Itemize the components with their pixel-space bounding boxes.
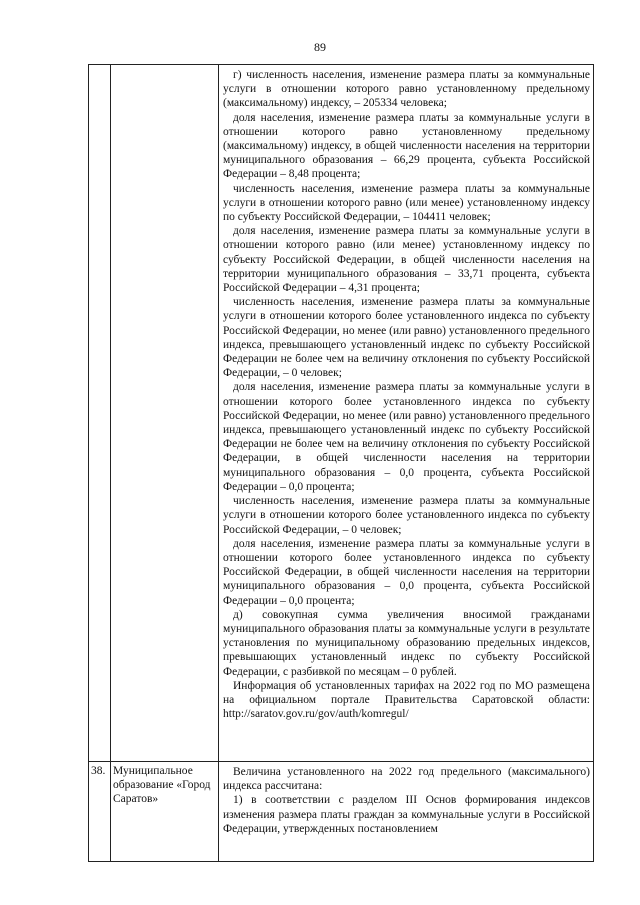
paragraph: г) численность населения, изменение размера платы за коммунальные услуги в отношении которого равно установленному предельному (максимальному) индексу, – 205334 человека;	[223, 69, 590, 110]
paragraph: численность населения, изменение размера платы за коммунальные услуги в отношении которого равно (или менее) установленному индексу по субъекту Российской Федерации, – 104411 человек;	[223, 182, 590, 224]
paragraph: Величина установленного на 2022 год предельного (максимального) индекса рассчитана:	[223, 766, 590, 793]
page-number: 89	[314, 40, 326, 54]
paragraph: доля населения, изменение размера платы за коммунальные услуги в отношении которого равно установленному предельному (максимальному) индексу, в общей численности населения на территории муниципального образования – 66,29 процента, субъекта Российской Федерации – 8,48 процента;	[223, 111, 590, 181]
content-cell	[219, 762, 594, 862]
content-cell	[219, 65, 594, 762]
paragraph: доля населения, изменение размера платы за коммунальные услуги в отношении которого более установленного индекса по субъекту Российской Федерации, но менее (или равно) установленного предельного индекса, превышающего установленный индекс по субъекту Российской Федерации не более чем на величину отклонения по субъекту Российской Федерации, в общей численности населения на территории муниципального образования – 0,0 процента, субъекта Российской Федерации – 0,0 процента;	[223, 381, 590, 493]
row-number-cell	[89, 65, 111, 762]
municipality-name-cell: Муниципальное образование «Город Саратов»	[111, 762, 219, 862]
paragraph: численность населения, изменение размера платы за коммунальные услуги в отношении которого более установленного индекса по субъекту Российской Федерации, но менее (или равно) установленного предельного индекса, превышающего установленный индекс по субъекту Российской Федерации не более чем на величину отклонения по субъекту Российской Федерации, – 0 человек;	[223, 296, 590, 380]
paragraph: численность населения, изменение размера платы за коммунальные услуги в отношении которого более установленного индекса по субъекту Российской Федерации, – 0 человек;	[223, 495, 590, 536]
paragraph: 1) в соответствии с разделом III Основ формирования индексов изменения размера платы граждан за коммунальные услуги в Российской Федерации, утвержденных постановлением	[223, 794, 590, 835]
paragraph: д) совокупная сумма увеличения вносимой гражданами муниципального образования платы за коммунальные услуги в результате установления по муниципальному образованию предельных индексов, превышающих установленный индекс по субъекту Российской Федерации, с разбивкой по месяцам – 0 рублей.	[223, 608, 590, 678]
row-number-cell: 38.	[89, 762, 111, 862]
paragraph: доля населения, изменение размера платы за коммунальные услуги в отношении которого равно (или менее) установленному индексу по субъекту Российской Федерации, в общей численности населения на территории муниципального образования – 33,71 процента, субъекта Российской Федерации – 4,31 процента;	[223, 225, 590, 295]
municipality-name-cell	[111, 65, 219, 762]
municipality-table	[88, 64, 594, 862]
table-row	[89, 762, 594, 862]
paragraph: Информация об установленных тарифах на 2022 год по МО размещена на официальном портале Правительства Саратовской области: http://saratov.gov.ru/gov/auth/komregul/	[223, 679, 590, 721]
table-row	[89, 65, 594, 762]
paragraph: доля населения, изменение размера платы за коммунальные услуги в отношении которого более установленного индекса по субъекту Российской Федерации, в общей численности населения на территории муниципального образования – 0,0 процента, субъекта Российской Федерации – 0,0 процента;	[223, 537, 590, 607]
